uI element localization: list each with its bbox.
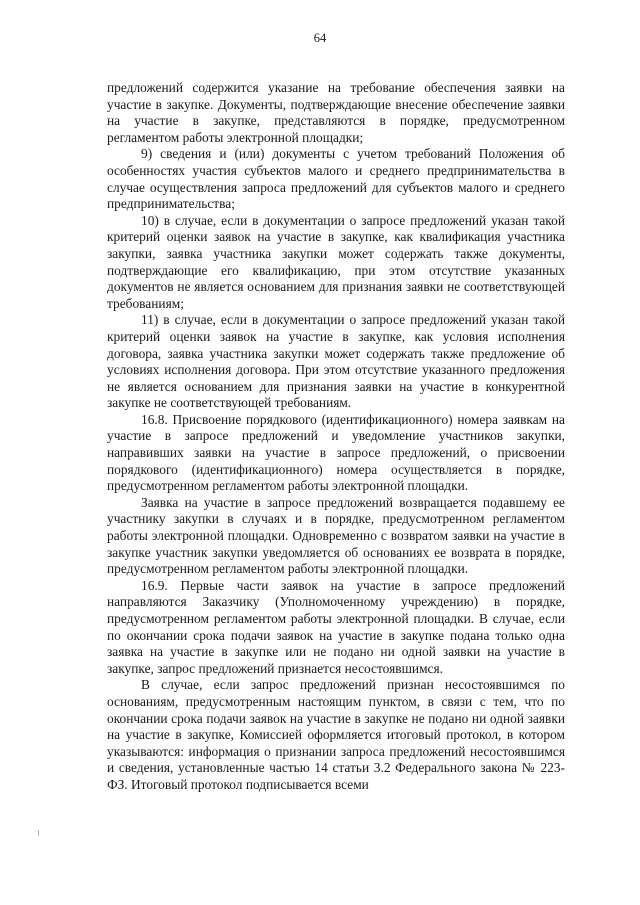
scan-mark [38, 830, 39, 836]
page-number: 64 [313, 31, 327, 45]
paragraph-7: 16.9. Первые части заявок на участие в запросе предложений направляются Заказчику (Уполномоченному учреждению) в порядке, предусмотренном регламентом работы электронной площадки. В случае, если по окончании срока подачи заявок на участие в закупке подана только одна заявка на участие в закупке или не подано ни одной заявки на участие в закупке, запрос предложений признается несостоявшимся. [107, 577, 565, 676]
paragraph-8: В случае, если запрос предложений признан несостоявшимся по основаниям, предусмотренным настоящим пунктом, в связи с тем, что по окончании срока подачи заявок на участие в закупке не подано ни одной заявки на участие в закупке, Комиссией оформляется итоговый протокол, в котором указываются: информация о признании запроса предложений несостоявшимся и сведения, установленные частью 14 статьи 3.2 Федерального закона № 223-ФЗ. Итоговый протокол подписывается всеми [107, 677, 565, 792]
paragraph-2: 9) сведения и (или) документы с учетом требований Положения об особенностях участия субъектов малого и среднего предпринимательства в случае осуществления запроса предложений для субъектов малого и среднего предпринимательства; [107, 146, 565, 212]
paragraph-5: 16.8. Присвоение порядкового (идентификационного) номера заявкам на участие в запросе предложений и уведомление участников закупки, направивших заявки на участие в запросе предложений, о присвоении порядкового (идентификационного) номера осуществляется в порядке, предусмотренном регламентом работы электронной площадки. [107, 411, 565, 494]
paragraph-4: 11) в случае, если в документации о запросе предложений указан такой критерий оценки заявок на участие в закупке, как условия исполнения договора, заявка участника закупки может содержать также предложение об условиях исполнения договора. При этом отсутствие указанного предложения не является основанием для признания заявки на участие в конкурентной закупке не соответствующей требованиям. [107, 312, 565, 411]
paragraph-6: Заявка на участие в запросе предложений возвращается подавшему ее участнику закупки в случаях и в порядке, предусмотренном регламентом работы электронной площадки. Одновременно с возвратом заявки на участие в закупке участник закупки уведомляется об основаниях ее возврата в порядке, предусмотренном регламентом работы электронной площадки. [107, 494, 565, 577]
paragraph-1: предложений содержится указание на требование обеспечения заявки на участие в закупке. Документы, подтверждающие внесение обеспечение заявки на участие в закупке, представляются в порядке, предусмотренном регламентом работы электронной площадки; [107, 80, 565, 145]
paragraph-3: 10) в случае, если в документации о запросе предложений указан такой критерий оценки заявок на участие в закупке, как квалификация участника закупки, заявка участника закупки может содержать также документы, подтверждающие его квалификацию, при этом отсутствие указанных документов не является основанием для признания заявки не соответствующей требованиям; [107, 212, 565, 311]
document-body [107, 80, 565, 794]
